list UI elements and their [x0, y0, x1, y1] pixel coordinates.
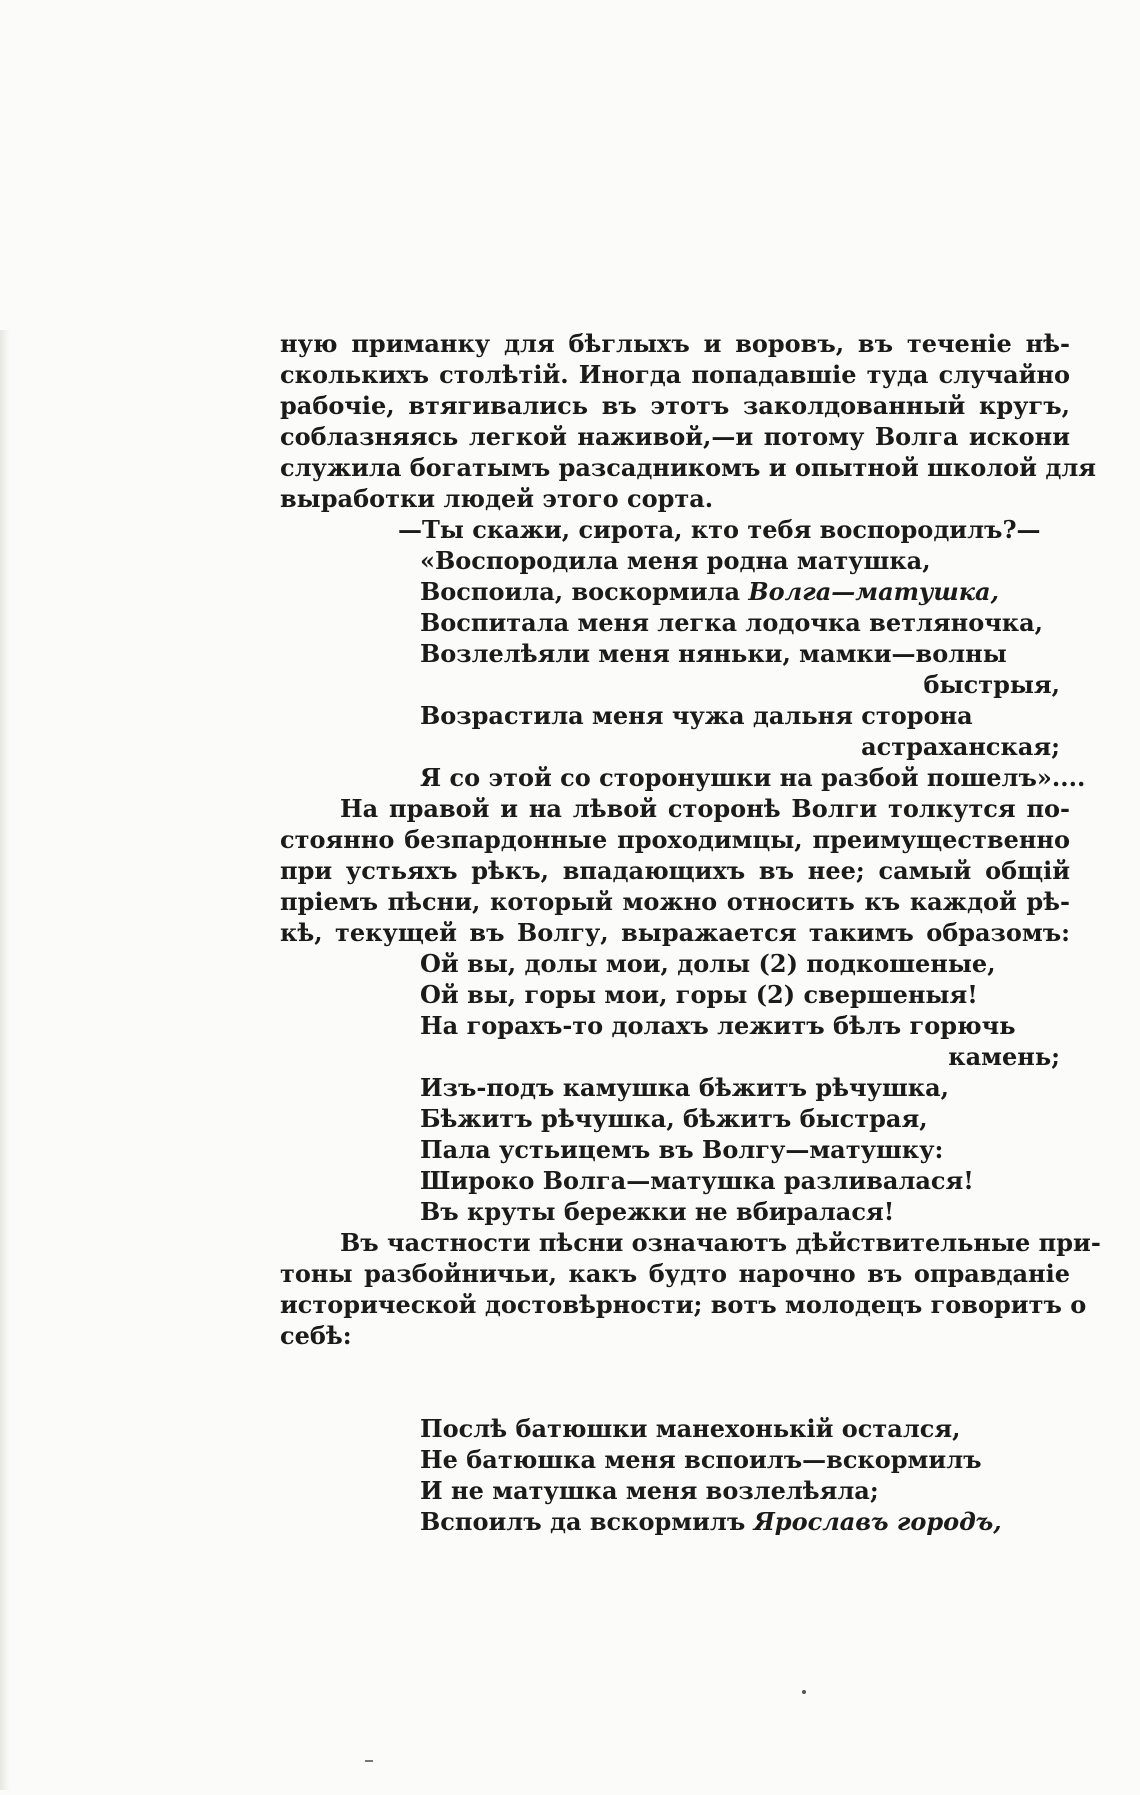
- verse-continuation: астраханская;: [861, 732, 1060, 761]
- verse-line: [280, 1506, 1070, 1537]
- verse-text: Воспоила, воскормила: [420, 577, 741, 606]
- ink-speck: [802, 1690, 806, 1694]
- text-line: сколькихъ столѣтій. Иногда попадавшіе туда случайно: [280, 360, 1070, 389]
- verse-line: Ой вы, долы мои, долы (2) подкошеные,: [420, 949, 996, 978]
- text-line: кѣ, текущей въ Волгу, выражается такимъ образомъ:: [280, 918, 1070, 947]
- text-line: исторической достовѣрности; вотъ молодецъ говоритъ о: [280, 1290, 1087, 1319]
- text-line: служила богатымъ разсадникомъ и опытной школой для: [280, 453, 1096, 482]
- ink-mark: [365, 1760, 373, 1762]
- verse-line: Бѣжитъ рѣчушка, бѣжитъ быстрая,: [420, 1104, 928, 1133]
- page-text: [280, 328, 1101, 1537]
- text-line: пріемъ пѣсни, который можно относить къ каждой рѣ-: [280, 887, 1070, 916]
- verse-line: Въ круты бережки не вбиралася!: [420, 1197, 895, 1226]
- verse-line: Послѣ батюшки манехонькій остался,: [420, 1414, 961, 1443]
- verse-line: Возлелѣяли меня няньки, мамки—волны: [420, 639, 1007, 668]
- verse-continuation: камень;: [948, 1042, 1060, 1071]
- text-line: соблазняясь легкой наживой,—и потому Волга искони: [280, 422, 1070, 451]
- verse-line: Я со этой со сторонушки на разбой пошелъ»....: [420, 763, 1086, 792]
- text-line: себѣ:: [280, 1321, 352, 1350]
- verse-line: Широко Волга—матушка разливалася!: [420, 1166, 974, 1195]
- page-edge-shadow: [0, 330, 10, 1790]
- verse-line: Воспитала меня легка лодочка ветляночка,: [420, 608, 1044, 637]
- verse-line: Пала устьицемъ въ Волгу—матушку:: [420, 1135, 944, 1164]
- verse-italic: Волга—матушка,: [748, 577, 999, 606]
- verse-line: И не матушка меня возлелѣяла;: [420, 1476, 879, 1505]
- verse-line: [280, 576, 1070, 607]
- text-line: рабочіе, втягивались въ этотъ заколдованный кругъ,: [280, 391, 1070, 420]
- verse-continuation: быстрыя,: [923, 670, 1060, 699]
- text-line: стоянно безпардонные проходимцы, преимущественно: [280, 825, 1070, 854]
- verse-line: Изъ-подъ камушка бѣжитъ рѣчушка,: [420, 1073, 949, 1102]
- verse-italic: Ярославъ городъ,: [753, 1507, 1002, 1536]
- text-line: выработки людей этого сорта.: [280, 484, 714, 513]
- verse-line: «Воспородила меня родна матушка,: [420, 546, 931, 575]
- verse-line: Возрастила меня чужа дальня сторона: [420, 701, 973, 730]
- verse-line: —Ты скажи, сирота, кто тебя воспородилъ?—: [398, 515, 1041, 544]
- verse-line: Ой вы, горы мои, горы (2) свершеныя!: [420, 980, 978, 1009]
- text-line: Въ частности пѣсни означаютъ дѣйствительные при-: [340, 1228, 1101, 1257]
- text-line: ную приманку для бѣглыхъ и воровъ, въ теченіе нѣ-: [280, 329, 1070, 358]
- verse-line: На горахъ-то долахъ лежитъ бѣлъ горючь: [420, 1011, 1016, 1040]
- verse-line: Не батюшка меня вспоилъ—вскормилъ: [420, 1445, 982, 1474]
- text-line: На правой и на лѣвой сторонѣ Волги толкутся по-: [340, 794, 1070, 823]
- text-line: при устьяхъ рѣкъ, впадающихъ въ нее; самый общій: [280, 856, 1070, 885]
- verse-text: Вспоилъ да вскормилъ: [420, 1507, 746, 1536]
- spacer: [280, 1351, 1070, 1413]
- text-line: тоны разбойничьи, какъ будто нарочно въ оправданіе: [280, 1259, 1070, 1288]
